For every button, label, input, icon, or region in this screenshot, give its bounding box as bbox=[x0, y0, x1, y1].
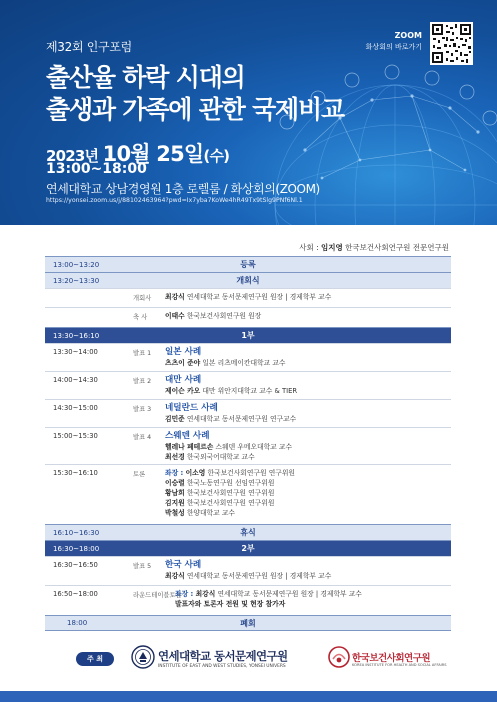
forum-label: 제32회 인구포럼 bbox=[46, 40, 132, 54]
roundtable-participants: 발표자와 토론자 전원 및 현장 참가자 bbox=[175, 600, 286, 608]
program-role: 라운드테이블토론 bbox=[133, 592, 182, 599]
qr-code-icon[interactable] bbox=[430, 22, 473, 65]
chair-affiliation: 한국보건사회연구원 연구위원 bbox=[205, 469, 295, 477]
moderator-prefix: 사회 : bbox=[299, 243, 322, 252]
session-band-opening bbox=[45, 272, 451, 288]
presentation-title: 일본 사례 bbox=[165, 347, 202, 357]
event-time: 13:00~18:00 bbox=[46, 161, 147, 177]
speaker-affiliation: 연세대학교 동서문제연구원 원장 | 경제학부 교수 bbox=[184, 572, 332, 580]
moderator-name: 임지영 bbox=[321, 243, 343, 252]
program-row-presentation-4 bbox=[45, 427, 451, 464]
speaker-name: 최강식 bbox=[165, 572, 185, 580]
hero-banner bbox=[0, 0, 497, 225]
program-row-presentation-1 bbox=[45, 343, 451, 371]
speaker-name: 최강식 bbox=[165, 293, 185, 301]
kihasa-logo-icon bbox=[328, 646, 350, 668]
bottom-accent-bar bbox=[0, 691, 497, 702]
chair-affiliation: 연세대학교 동서문제연구원 원장 | 경제학부 교수 bbox=[215, 590, 362, 598]
program-role: 토론 bbox=[133, 471, 146, 478]
speaker-affiliation: 일본 리츠메이칸대학교 교수 bbox=[200, 359, 286, 367]
session-time: 13:30~16:10 bbox=[53, 331, 100, 340]
yonsei-institute-name: 연세대학교 동서문제연구원 bbox=[158, 649, 288, 663]
panelist-affiliation: 한국노동연구원 선임연구위원 bbox=[184, 479, 275, 487]
session-label: 2부 bbox=[241, 544, 255, 553]
moderator-line bbox=[299, 242, 449, 253]
program-schedule bbox=[45, 256, 451, 631]
program-row-presentation-5 bbox=[45, 556, 451, 585]
moderator-affiliation: 한국보건사회연구원 전문연구원 bbox=[342, 243, 449, 252]
speaker-affiliation: 연세대학교 동서문제연구원 원장 | 경제학부 교수 bbox=[184, 293, 332, 301]
session-time: 16:30~18:00 bbox=[53, 544, 100, 553]
program-role: 발표 5 bbox=[133, 563, 152, 570]
panelist-affiliation: 한양대학교 교수 bbox=[184, 509, 235, 517]
event-venue: 연세대학교 상남경영원 1층 로렐룸 / 화상회의(ZOOM) bbox=[46, 182, 320, 196]
panelist-affiliation: 한국보건사회연구원 연구위원 bbox=[184, 489, 275, 497]
program-role: 발표 3 bbox=[133, 406, 152, 413]
speaker-name: 최선경 bbox=[165, 453, 185, 461]
chair-name: 최강식 bbox=[195, 590, 216, 598]
program-role: 개회사 bbox=[133, 295, 152, 302]
date-weekday: (수) bbox=[203, 147, 230, 165]
program-role: 발표 2 bbox=[133, 378, 152, 385]
host-badge: 주 최 bbox=[76, 652, 114, 666]
session-band-closing bbox=[45, 615, 451, 631]
speaker-name: 헬레나 페테르손 bbox=[165, 443, 214, 451]
panelist-affiliation: 한국보건사회연구원 연구위원 bbox=[184, 499, 275, 507]
panelist-name: 이승렬 bbox=[165, 479, 185, 487]
presentation-title: 네덜란드 사례 bbox=[165, 403, 218, 413]
title-line-2: 출생과 가족에 관한 국제비교 bbox=[46, 95, 344, 124]
session-band-registration bbox=[45, 256, 451, 272]
program-row-presentation-3 bbox=[45, 399, 451, 427]
title-line-1: 출산율 하락 시대의 bbox=[46, 63, 245, 92]
program-row-discussion bbox=[45, 464, 451, 524]
session-label: 1부 bbox=[241, 331, 255, 340]
zoom-url-link[interactable]: https://yonsei.zoom.us/j/88102463964?pwd=Ix7yba7KoWe4hR49Tx9tSlg9PNf6Nl.1 bbox=[46, 197, 303, 204]
session-band-part1 bbox=[45, 327, 451, 343]
speaker-affiliation: 대만 위안지대학교 교수 & TIER bbox=[200, 387, 298, 395]
zoom-shortcut-label: 화상회의 바로가기 bbox=[365, 43, 422, 51]
session-label: 폐회 bbox=[240, 618, 256, 628]
zoom-label: ZOOM bbox=[394, 31, 422, 40]
program-role: 축 사 bbox=[133, 314, 148, 321]
program-role: 발표 1 bbox=[133, 350, 152, 357]
program-time: 14:30~15:00 bbox=[53, 404, 98, 412]
program-time: 16:30~16:50 bbox=[53, 561, 98, 569]
session-band-part2 bbox=[45, 540, 451, 556]
panelist-name: 김지원 bbox=[165, 499, 185, 507]
chair-name: 이소영 bbox=[185, 469, 206, 477]
kihasa-institute-name: 한국보건사회연구원 bbox=[352, 653, 431, 664]
session-band-break bbox=[45, 524, 451, 540]
presentation-title: 한국 사례 bbox=[165, 560, 202, 570]
yonsei-seal-icon bbox=[131, 645, 155, 669]
session-time: 13:20~13:30 bbox=[53, 276, 100, 285]
kihasa-institute-english: KOREA INSTITUTE FOR HEALTH AND SOCIAL AFFAIRS bbox=[352, 663, 447, 667]
program-time: 15:00~15:30 bbox=[53, 432, 98, 440]
chair-label: 좌장 : bbox=[175, 590, 196, 598]
program-time: 15:30~16:10 bbox=[53, 469, 98, 477]
program-row-congratulatory-address bbox=[45, 307, 451, 327]
speaker-name: 제이슨 카오 bbox=[165, 387, 201, 395]
program-row-opening-address bbox=[45, 288, 451, 307]
yonsei-institute-english: INSTITUTE OF EAST AND WEST STUDIES, YONSEI UNIVERS bbox=[158, 664, 286, 669]
session-time: 16:10~16:30 bbox=[53, 528, 100, 537]
speaker-affiliation: 스웨덴 우메오대학교 교수 bbox=[213, 443, 293, 451]
session-label: 개회식 bbox=[236, 276, 260, 285]
panelist-name: 박철성 bbox=[165, 509, 185, 517]
speaker-name: 김민준 bbox=[165, 415, 185, 423]
chair-label: 좌장 : bbox=[165, 469, 186, 477]
program-time: 16:50~18:00 bbox=[53, 590, 98, 598]
date-year: 2023년 bbox=[46, 147, 103, 165]
date-month-day: 10월 25일 bbox=[102, 142, 204, 166]
speaker-name: 츠츠이 준야 bbox=[165, 359, 201, 367]
speaker-affiliation: 연세대학교 동서문제연구원 연구교수 bbox=[184, 415, 297, 423]
program-row-roundtable bbox=[45, 585, 451, 615]
program-time: 14:00~14:30 bbox=[53, 376, 98, 384]
presentation-title: 스웨덴 사례 bbox=[165, 431, 210, 441]
program-role: 발표 4 bbox=[133, 434, 152, 441]
program-time: 13:30~14:00 bbox=[53, 348, 98, 356]
presentation-title: 대만 사례 bbox=[165, 375, 202, 385]
speaker-affiliation: 한국외국어대학교 교수 bbox=[184, 453, 255, 461]
session-label: 휴식 bbox=[240, 528, 256, 537]
session-time: 13:00~13:20 bbox=[53, 260, 100, 269]
speaker-affiliation: 한국보건사회연구원 원장 bbox=[184, 312, 262, 320]
session-time: 18:00 bbox=[67, 619, 88, 627]
panelist-name: 황남희 bbox=[165, 489, 185, 497]
program-row-presentation-2 bbox=[45, 371, 451, 399]
speaker-name: 이태수 bbox=[165, 312, 185, 320]
session-label: 등록 bbox=[240, 260, 256, 269]
